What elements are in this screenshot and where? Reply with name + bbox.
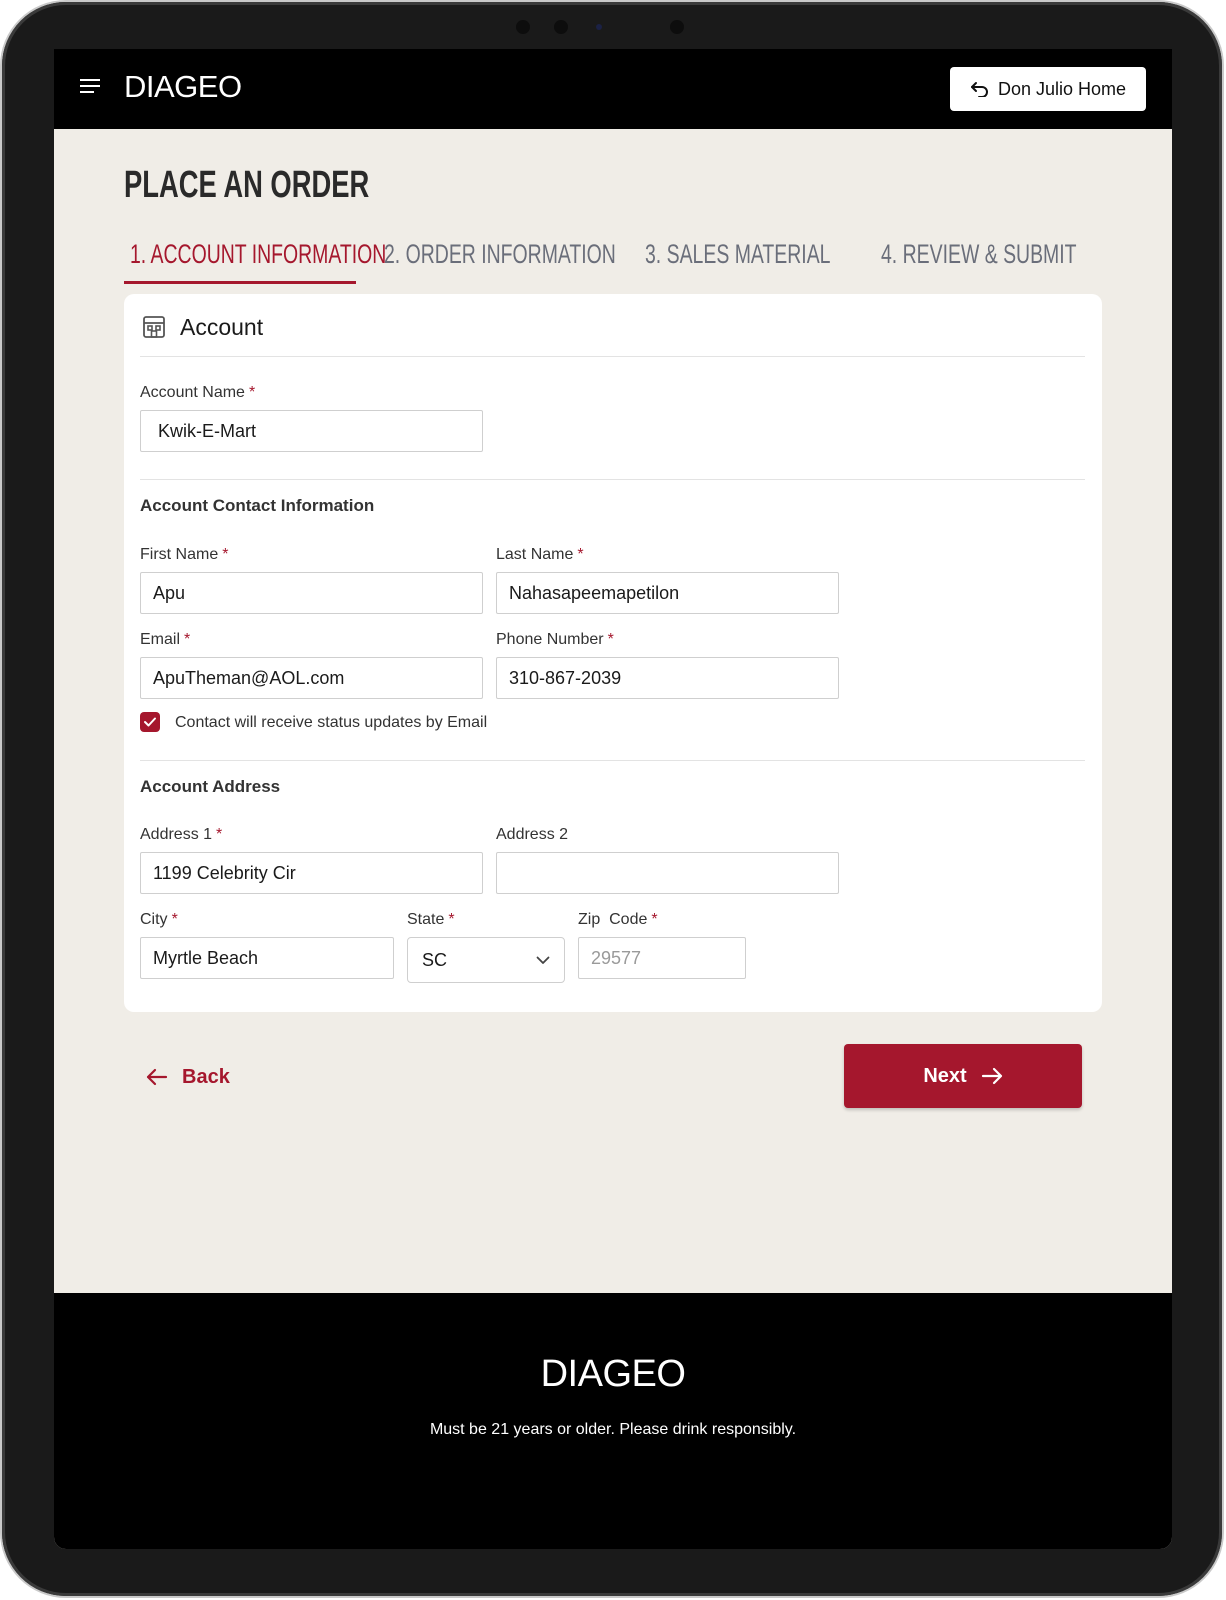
- required-marker: *: [222, 546, 229, 563]
- footer-logo: DIAGEO: [540, 1353, 686, 1395]
- zip-field[interactable]: 29577: [578, 937, 746, 979]
- brand-logo[interactable]: DIAGEO: [124, 69, 242, 104]
- required-marker: *: [171, 911, 178, 928]
- label-text: Address 1: [140, 826, 213, 843]
- arrow-left-icon: [146, 1068, 168, 1086]
- first-name-field[interactable]: Apu: [140, 572, 483, 614]
- label-text: First Name: [140, 546, 219, 563]
- account-name-label: [140, 384, 255, 402]
- next-button[interactable]: [844, 1044, 1082, 1108]
- chevron-down-icon: [536, 956, 550, 965]
- divider: [140, 760, 1085, 761]
- step-label: 4. REVIEW & SUBMIT: [881, 239, 1077, 269]
- account-name-field[interactable]: Kwik-E-Mart: [140, 410, 483, 452]
- label-text: Last Name: [496, 546, 574, 563]
- label-text: Email: [140, 631, 181, 648]
- zip-label: [578, 911, 658, 929]
- card-header: [142, 314, 263, 340]
- menu-icon[interactable]: [80, 79, 100, 95]
- divider: [140, 479, 1085, 480]
- first-name-label: [140, 546, 228, 564]
- step-label: 2. ORDER INFORMATION: [384, 239, 616, 269]
- back-button-label: Back: [182, 1065, 230, 1088]
- step-sales-material[interactable]: [645, 239, 903, 283]
- step-label: 1. ACCOUNT INFORMATION: [130, 239, 387, 269]
- page-title: PLACE AN ORDER: [124, 164, 370, 206]
- state-label: [407, 911, 455, 929]
- checkmark-icon: [143, 716, 157, 728]
- phone-field[interactable]: 310-867-2039: [496, 657, 839, 699]
- state-select-value: SC: [422, 949, 448, 970]
- email-label: [140, 631, 190, 649]
- arrow-right-icon: [981, 1067, 1003, 1085]
- last-name-field[interactable]: Nahasapeemapetilon: [496, 572, 839, 614]
- step-label: 3. SALES MATERIAL: [645, 239, 831, 269]
- camera-sensor: [554, 20, 568, 34]
- account-card: [124, 294, 1102, 1012]
- app-screen: [54, 49, 1172, 1549]
- required-marker: *: [577, 546, 584, 563]
- back-button[interactable]: [146, 1061, 230, 1093]
- state-select[interactable]: [407, 937, 565, 983]
- label-text: State: [407, 911, 445, 928]
- camera-sensor: [670, 20, 684, 34]
- last-name-label: [496, 546, 584, 564]
- camera-sensor: [516, 20, 530, 34]
- home-button-label: Don Julio Home: [997, 78, 1127, 99]
- footer-disclaimer: Must be 21 years or older. Please drink responsibly.: [429, 1421, 797, 1438]
- label-text: Zip Code: [578, 911, 648, 928]
- required-marker: *: [184, 631, 191, 648]
- required-marker: *: [216, 826, 223, 843]
- city-field[interactable]: Myrtle Beach: [140, 937, 394, 979]
- required-marker: *: [607, 631, 614, 648]
- email-updates-checkbox[interactable]: [140, 712, 160, 732]
- address2-field[interactable]: [496, 852, 839, 894]
- home-button[interactable]: [950, 67, 1146, 111]
- footer: [54, 1293, 1172, 1549]
- required-marker: *: [651, 911, 658, 928]
- tablet-frame: [2, 2, 1222, 1596]
- label-text: City: [140, 911, 168, 928]
- address1-label: [140, 826, 222, 844]
- active-step-underline: [124, 281, 356, 284]
- step-tabs: [124, 239, 1124, 285]
- contact-section-heading: Account Contact Information: [140, 496, 375, 515]
- address-section-heading: Account Address: [140, 777, 281, 796]
- address1-field[interactable]: 1199 Celebrity Cir: [140, 852, 483, 894]
- email-field[interactable]: ApuTheman@AOL.com: [140, 657, 483, 699]
- required-marker: *: [248, 384, 256, 401]
- step-review-submit[interactable]: [881, 239, 1153, 283]
- camera-indicator: [596, 24, 602, 30]
- phone-label: [496, 631, 614, 649]
- building-icon: [142, 315, 166, 339]
- address2-label: Address 2: [496, 826, 569, 843]
- label-text: Account Name: [140, 384, 245, 401]
- required-marker: *: [448, 911, 455, 928]
- next-button-label: Next: [923, 1064, 967, 1087]
- email-updates-label[interactable]: Contact will receive status updates by Email: [175, 714, 488, 731]
- return-arrow-icon: [970, 81, 990, 97]
- divider: [140, 356, 1085, 357]
- top-nav-bar: [54, 49, 1172, 129]
- card-title: Account: [180, 313, 264, 340]
- label-text: Phone Number: [496, 631, 604, 648]
- city-label: [140, 911, 178, 929]
